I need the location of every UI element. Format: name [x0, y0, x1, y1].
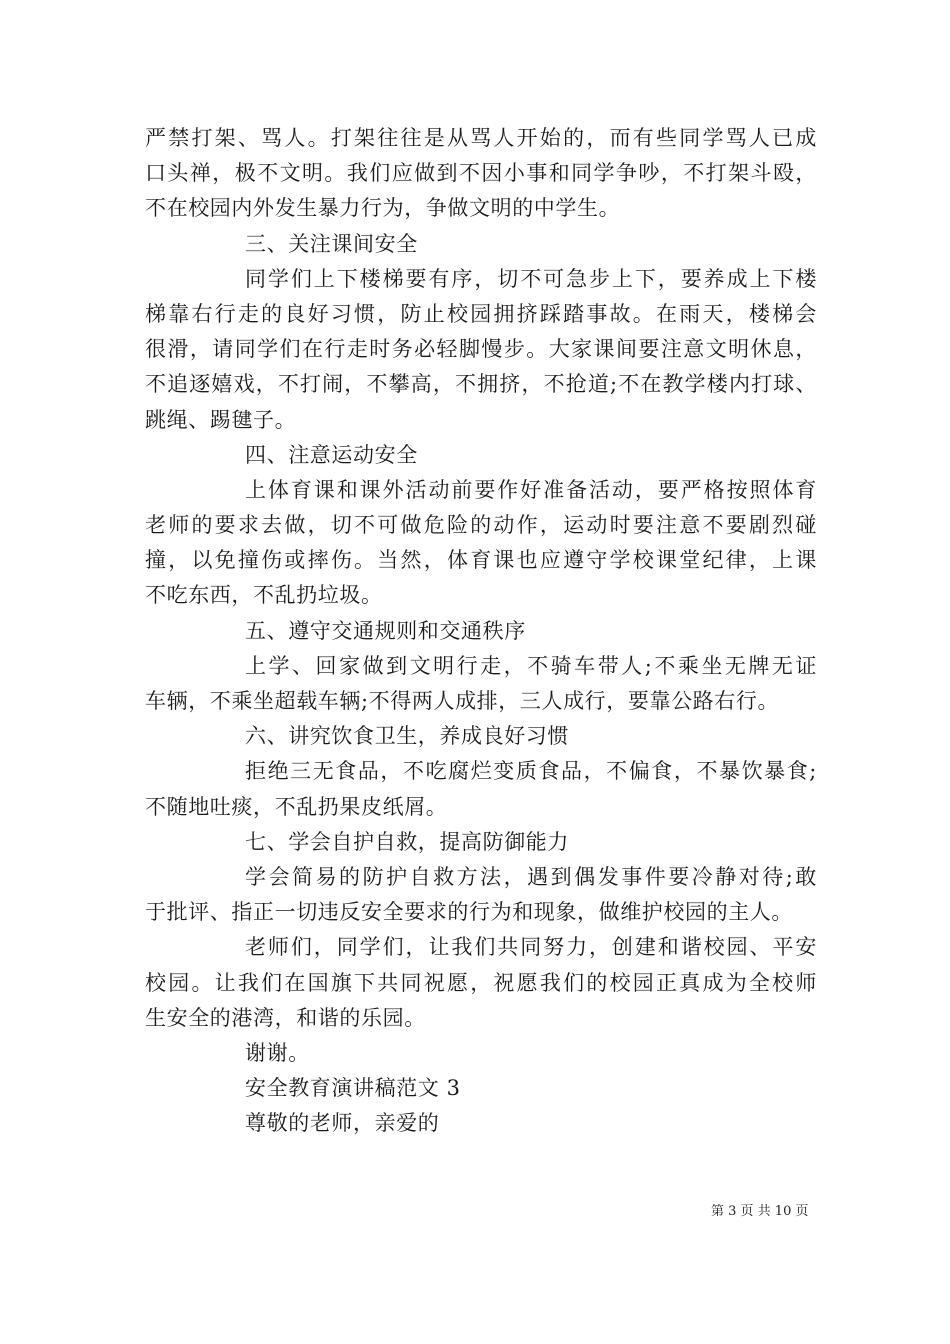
text-line: 尊敬的老师，亲爱的 [245, 1111, 440, 1136]
text-line: 不吃东西，不乱扔垃圾。 [145, 583, 383, 608]
text-line: 六、讲究饮食卫生，养成良好习惯 [245, 724, 569, 749]
page-number-footer: 第 3 页 共 10 页 [711, 1204, 809, 1219]
text-line: 拒绝三无食品，不吃腐烂变质食品，不偏食，不暴饮暴食; [245, 759, 817, 784]
text-line: 很滑，请同学们在行走时务必轻脚慢步。大家课间要注意文明休息， [145, 337, 817, 362]
text-line: 生安全的港湾，和谐的乐园。 [145, 1005, 426, 1030]
text-line: 七、学会自护自救，提高防御能力 [245, 829, 569, 854]
text-line: 严禁打架、骂人。打架往往是从骂人开始的，而有些同学骂人已成 [145, 126, 817, 150]
text-line: 不在校园内外发生暴力行为，争做文明的中学生。 [145, 196, 621, 221]
text-line: 跳绳、踢毽子。 [145, 407, 297, 432]
text-line: 五、遵守交通规则和交通秩序 [245, 618, 526, 643]
text-line: 三、关注课间安全 [245, 231, 418, 256]
text-line: 口头禅，极不文明。我们应做到不因小事和同学争吵，不打架斗殴， [145, 161, 817, 186]
text-line: 老师们，同学们，让我们共同努力，创建和谐校园、平安 [245, 935, 817, 960]
text-line: 校园。让我们在国旗下共同祝愿，祝愿我们的校园正真成为全校师 [145, 970, 817, 995]
text-line: 谢谢。 [245, 1040, 310, 1065]
text-line: 于批评、指正一切违反安全要求的行为和现象，做维护校园的主人。 [145, 900, 793, 925]
text-line: 不追逐嬉戏，不打闹，不攀高，不拥挤，不抢道;不在教学楼内打球、 [145, 372, 817, 397]
text-line: 同学们上下楼梯要有序，切不可急步上下，要养成上下楼 [245, 266, 817, 291]
text-line: 车辆，不乘坐超载车辆;不得两人成排，三人成行，要靠公路右行。 [145, 689, 780, 713]
text-line: 上体育课和课外活动前要作好准备活动，要严格按照体育 [245, 477, 817, 502]
text-line: 学会简易的防护自救方法，遇到偶发事件要冷静对待;敢 [245, 864, 817, 889]
text-line: 安全教育演讲稿范文 3 [245, 1076, 461, 1101]
text-line: 梯靠右行走的良好习惯，防止校园拥挤踩踏事故。在雨天，楼梯会 [145, 301, 817, 326]
text-line: 老师的要求去做，切不可做危险的动作，运动时要注意不要剧烈碰 [145, 513, 817, 538]
text-line: 四、注意运动安全 [245, 442, 418, 467]
text-line: 不随地吐痰，不乱扔果皮纸屑。 [145, 794, 448, 819]
document-body [145, 121, 817, 1141]
text-line: 撞，以免撞伤或摔伤。当然，体育课也应遵守学校课堂纪律，上课 [145, 548, 817, 573]
text-line: 上学、回家做到文明行走，不骑车带人;不乘坐无牌无证 [245, 653, 817, 678]
